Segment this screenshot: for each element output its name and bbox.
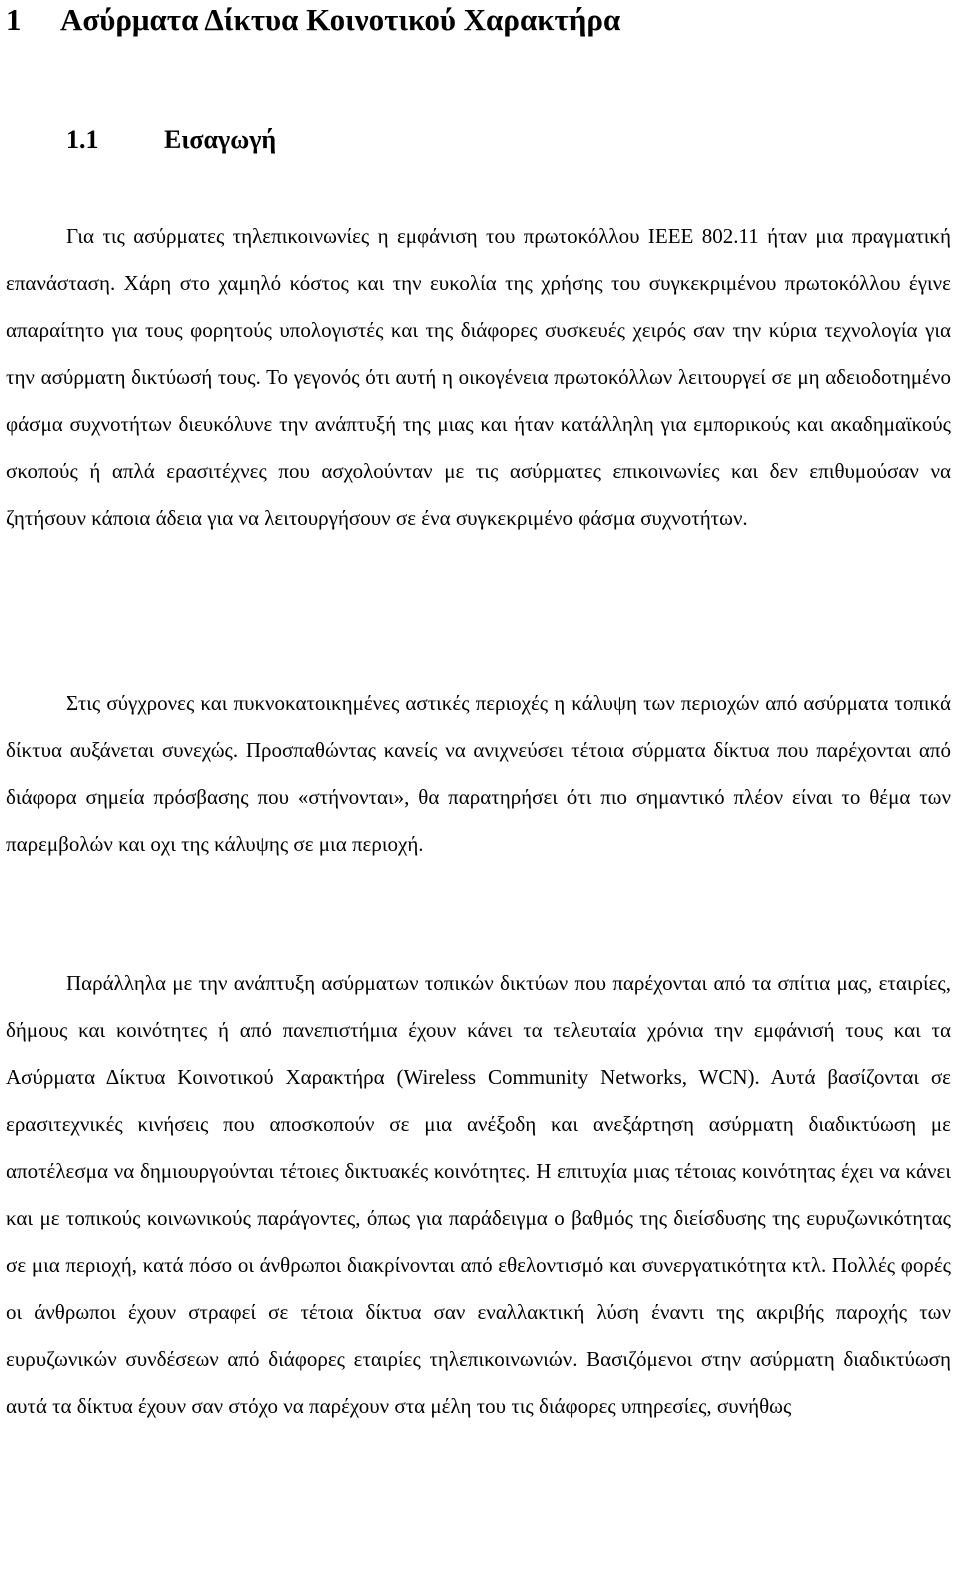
section-number: 1.1	[66, 125, 99, 154]
chapter-title: Ασύρματα Δίκτυα Κοινοτικού Χαρακτήρα	[60, 2, 621, 37]
chapter-heading	[6, 0, 620, 40]
chapter-number: 1	[6, 2, 22, 37]
section-title: Εισαγωγή	[164, 125, 277, 154]
paragraph: Για τις ασύρματες τηλεπικοινωνίες η εμφάνιση του πρωτοκόλλου IEEE 802.11 ήταν μια πραγματική επανάσταση. Χάρη στο χαμηλό κόστος και την ευκολία της χρήσης του συγκεκριμένου πρωτοκόλλου έγινε απαραίτητο για τους φορητούς υπολογιστές και της διάφορες συσκευές χειρός σαν την κύρια τεχνολογία για την ασύρματη δικτύωσή τους. Το γεγονός ότι αυτή η οικογένεια πρωτοκόλλων λειτουργεί σε μη αδειοδοτημένο φάσμα συχνοτήτων διευκόλυνε την ανάπτυξή της μιας και ήταν κατάλληλη για εμπορικούς και ακαδημαϊκούς σκοπούς ή απλά ερασιτέχνες που ασχολούνταν με τις ασύρματες επικοινωνίες και δεν επιθυμούσαν να ζητήσουν κάποια άδεια για να λειτουργήσουν σε ένα συγκεκριμένο φάσμα συχνοτήτων.	[6, 224, 951, 530]
paragraph-block-2	[6, 680, 951, 868]
paragraph-block-3	[6, 960, 951, 1430]
paragraph: Στις σύγχρονες και πυκνοκατοικημένες αστικές περιοχές η κάλυψη των περιοχών από ασύρματα τοπικά δίκτυα αυξάνεται συνεχώς. Προσπαθώντας κανείς να ανιχνεύσει τέτοια σύρματα δίκτυα που παρέχονται από διάφορα σημεία πρόσβασης που «στήνονται», θα παρατηρήσει ότι πιο σημαντικό πλέον είναι το θέμα των παρεμβολών και οχι της κάλυψης σε μια περιοχή.	[6, 691, 951, 856]
paragraph: Παράλληλα με την ανάπτυξη ασύρματων τοπικών δικτύων που παρέχονται από τα σπίτια μας, εταιρίες, δήμους και κοινότητες ή από πανεπιστήμια έχουν κάνει τα τελευταία χρόνια την εμφάνισή τους και τα Ασύρματα Δίκτυα Κοινοτικού Χαρακτήρα (Wireless Community Networks, WCN). Αυτά βασίζονται σε ερασιτεχνικές κινήσεις που αποσκοπούν σε μια ανέξοδη και ανεξάρτηση ασύρματη διαδικτύωση με αποτέλεσμα να δημιουργούνται τέτοιες δικτυακές κοινότητες. Η επιτυχία μιας τέτοιας κοινότητας έχει να κάνει και με τοπικούς κοινωνικούς παράγοντες, όπως για παράδειγμα ο βαθμός της διείσδυσης της ευρυζωνικότητας σε μια περιοχή, κατά πόσο οι άνθρωποι διακρίνονται από εθελοντισμό και συνεργατικότητα κτλ. Πολλές φορές οι άνθρωποι έχουν στραφεί σε τέτοια δίκτυα σαν εναλλακτική λύση έναντι της ακριβής παροχής των ευρυζωνικών συνδέσεων από διάφορες εταιρίες τηλεπικοινωνιών. Βασιζόμενοι στην ασύρματη διαδικτύωση αυτά τα δίκτυα έχουν σαν στόχο να παρέχουν στα μέλη του τις διάφορες υπηρεσίες, συνήθως	[6, 971, 951, 1418]
paragraph-block-1	[6, 213, 951, 542]
section-heading	[66, 120, 276, 160]
